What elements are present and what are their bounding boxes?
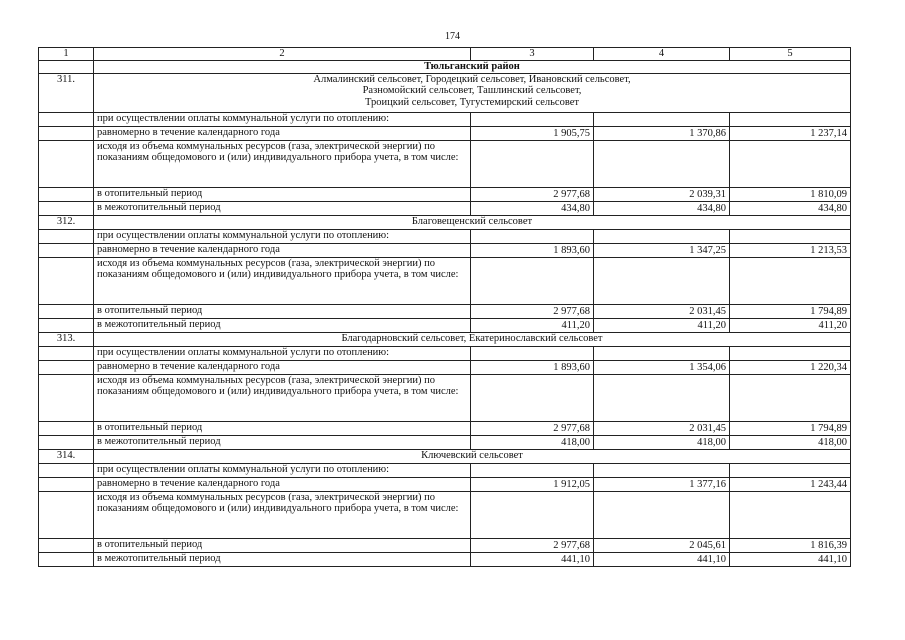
group-title (94, 73, 851, 112)
by-meter-row (39, 374, 851, 421)
group-number: 313. (39, 332, 94, 346)
heating-value-col3: 2 977,68 (471, 304, 594, 318)
group-title-row (39, 449, 851, 463)
by-meter-label: исходя из объема коммунальных ресурсов (газа, электрической энергии) по показаниям общедомового и (или) индивидуального прибора учета, в том числе: (94, 140, 471, 187)
evenly-row (39, 477, 851, 491)
heating-period-label: в отопительный период (94, 187, 471, 201)
group-number: 311. (39, 73, 94, 112)
heating-value-col4: 2 031,45 (594, 421, 730, 435)
heating-payment-row (39, 112, 851, 126)
off-value-col5: 434,80 (730, 201, 851, 215)
off-season-row (39, 201, 851, 215)
evenly-value-col4: 1 354,06 (594, 360, 730, 374)
column-header-2: 2 (94, 48, 471, 61)
column-header-3: 3 (471, 48, 594, 61)
heating-period-row (39, 187, 851, 201)
by-meter-label: исходя из объема коммунальных ресурсов (газа, электрической энергии) по показаниям общедомового и (или) индивидуального прибора учета, в том числе: (94, 374, 471, 421)
off-value-col3: 418,00 (471, 435, 594, 449)
off-value-col5: 441,10 (730, 552, 851, 566)
off-value-col5: 411,20 (730, 318, 851, 332)
by-meter-row (39, 491, 851, 538)
group-title-line: Ключевский сельсовет (421, 449, 523, 461)
off-season-label: в межотопительный период (94, 201, 471, 215)
group-title-row (39, 73, 851, 112)
group-number: 314. (39, 449, 94, 463)
group-title (94, 215, 851, 229)
group-title (94, 449, 851, 463)
heating-value-col5: 1 794,89 (730, 421, 851, 435)
district-row (39, 61, 851, 74)
evenly-row (39, 360, 851, 374)
heating-payment-row (39, 229, 851, 243)
evenly-value-col5: 1 220,34 (730, 360, 851, 374)
heating-period-label: в отопительный период (94, 421, 471, 435)
evenly-label: равномерно в течение календарного года (94, 360, 471, 374)
heating-payment-label: при осуществлении оплаты коммунальной услуги по отоплению: (94, 346, 471, 360)
heating-value-col5: 1 816,39 (730, 538, 851, 552)
off-value-col3: 434,80 (471, 201, 594, 215)
group-title-line: Троицкий сельсовет, Тугустемирский сельсовет (365, 96, 579, 108)
heating-period-row (39, 421, 851, 435)
column-header-5: 5 (730, 48, 851, 61)
heating-value-col5: 1 794,89 (730, 304, 851, 318)
group-title-row (39, 215, 851, 229)
evenly-value-col3: 1 905,75 (471, 126, 594, 140)
off-value-col4: 418,00 (594, 435, 730, 449)
evenly-value-col5: 1 237,14 (730, 126, 851, 140)
heating-payment-row (39, 463, 851, 477)
off-season-label: в межотопительный период (94, 318, 471, 332)
off-value-col3: 411,20 (471, 318, 594, 332)
heating-value-col4: 2 039,31 (594, 187, 730, 201)
heating-payment-label: при осуществлении оплаты коммунальной услуги по отоплению: (94, 229, 471, 243)
by-meter-row (39, 140, 851, 187)
heating-period-label: в отопительный период (94, 304, 471, 318)
group-title-line: Благовещенский сельсовет (411, 215, 533, 227)
heating-value-col4: 2 045,61 (594, 538, 730, 552)
off-season-row (39, 435, 851, 449)
evenly-value-col3: 1 893,60 (471, 360, 594, 374)
group-title-line: Благодарновский сельсовет, Екатеринославский сельсовет (341, 332, 603, 344)
evenly-label: равномерно в течение календарного года (94, 243, 471, 257)
heating-period-row (39, 304, 851, 318)
heating-payment-label: при осуществлении оплаты коммунальной услуги по отоплению: (94, 463, 471, 477)
evenly-row (39, 243, 851, 257)
heating-value-col4: 2 031,45 (594, 304, 730, 318)
heating-value-col3: 2 977,68 (471, 421, 594, 435)
evenly-value-col5: 1 243,44 (730, 477, 851, 491)
heating-payment-row (39, 346, 851, 360)
evenly-value-col5: 1 213,53 (730, 243, 851, 257)
group-title-line: Разномойский сельсовет, Ташлинский сельсовет, (362, 85, 582, 96)
heating-value-col3: 2 977,68 (471, 538, 594, 552)
evenly-value-col4: 1 370,86 (594, 126, 730, 140)
evenly-row (39, 126, 851, 140)
off-value-col3: 441,10 (471, 552, 594, 566)
evenly-value-col3: 1 893,60 (471, 243, 594, 257)
evenly-value-col4: 1 347,25 (594, 243, 730, 257)
off-season-row (39, 318, 851, 332)
off-season-label: в межотопительный период (94, 435, 471, 449)
heating-period-label: в отопительный период (94, 538, 471, 552)
evenly-value-col3: 1 912,05 (471, 477, 594, 491)
column-header-4: 4 (594, 48, 730, 61)
off-season-label: в межотопительный период (94, 552, 471, 566)
tariff-table (38, 47, 851, 567)
evenly-label: равномерно в течение календарного года (94, 126, 471, 140)
evenly-value-col4: 1 377,16 (594, 477, 730, 491)
evenly-label: равномерно в течение календарного года (94, 477, 471, 491)
heating-period-row (39, 538, 851, 552)
by-meter-row (39, 257, 851, 304)
by-meter-label: исходя из объема коммунальных ресурсов (газа, электрической энергии) по показаниям общедомового и (или) индивидуального прибора учета, в том числе: (94, 491, 471, 538)
group-title (94, 332, 851, 346)
off-value-col5: 418,00 (730, 435, 851, 449)
off-value-col4: 434,80 (594, 201, 730, 215)
by-meter-label: исходя из объема коммунальных ресурсов (газа, электрической энергии) по показаниям общедомового и (или) индивидуального прибора учета, в том числе: (94, 257, 471, 304)
heating-value-col3: 2 977,68 (471, 187, 594, 201)
column-number-row (39, 48, 851, 61)
off-season-row (39, 552, 851, 566)
group-title-row (39, 332, 851, 346)
page-number: 174 (445, 31, 460, 42)
district-title: Тюльганский район (94, 61, 851, 74)
off-value-col4: 441,10 (594, 552, 730, 566)
heating-payment-label: при осуществлении оплаты коммунальной услуги по отоплению: (94, 112, 471, 126)
group-title-line: Алмалинский сельсовет, Городецкий сельсовет, Ивановский сельсовет, (313, 73, 631, 85)
group-number: 312. (39, 215, 94, 229)
heating-value-col5: 1 810,09 (730, 187, 851, 201)
column-header-1: 1 (39, 48, 94, 61)
off-value-col4: 411,20 (594, 318, 730, 332)
